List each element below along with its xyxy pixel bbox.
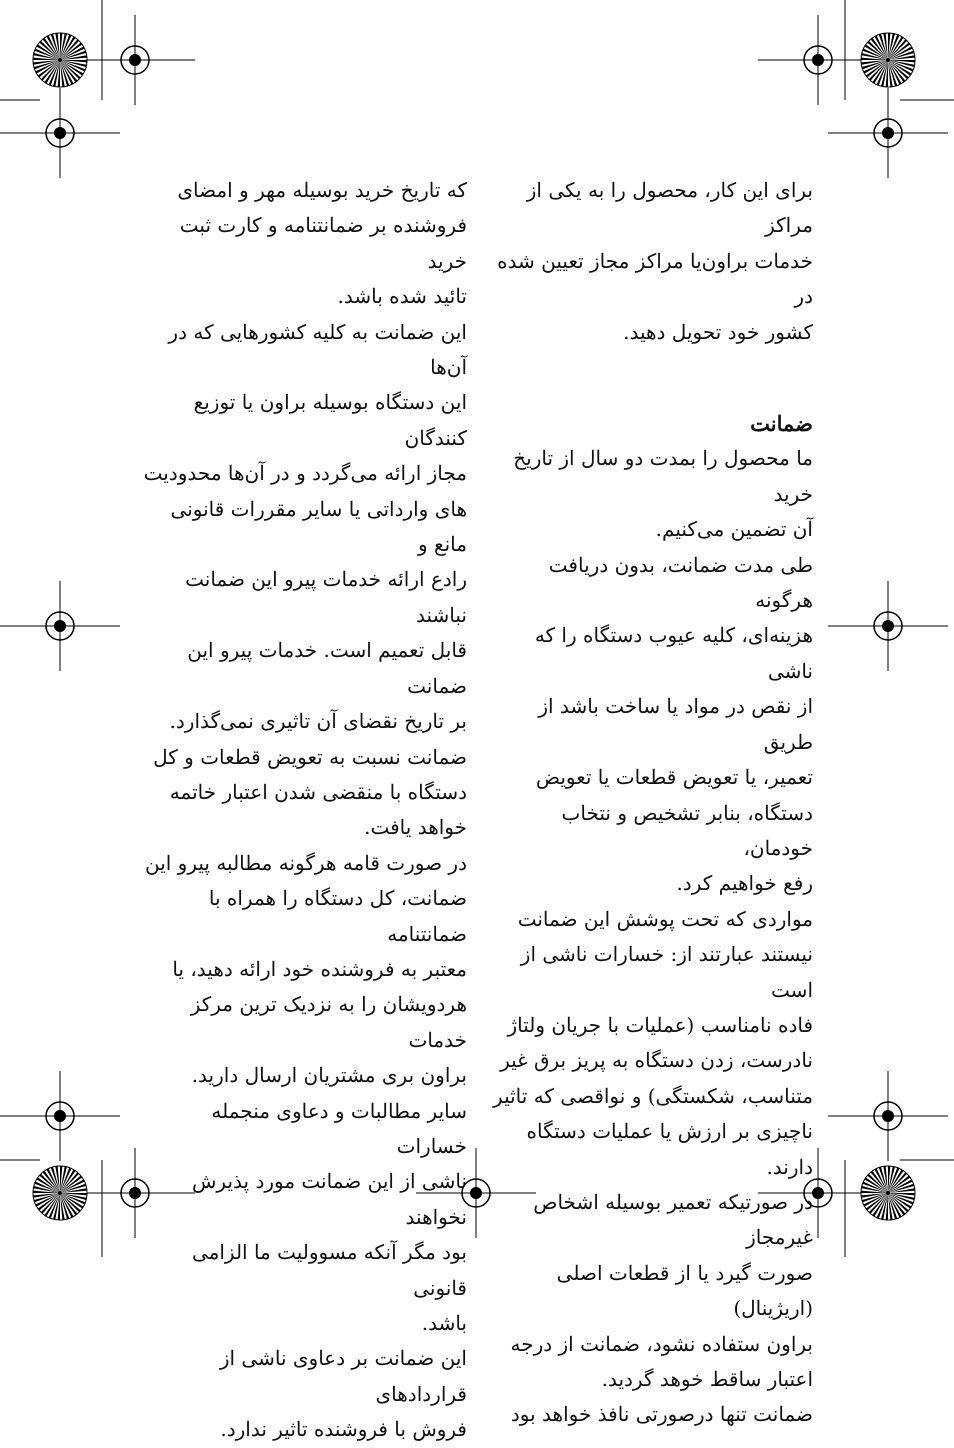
registration-target-icon <box>0 581 120 671</box>
registration-target-icon <box>0 88 120 178</box>
warranty-paragraph: ضمانت تنها درصورتی نافذ خواهد بود <box>510 1402 813 1427</box>
warranty-paragraph: مواردی که تحت پوشش این ضمانت نیستند عبارتند از: خسارات ناشی از است فاده نامناسب (عملیات با جریان ولتاژ نادرست، زدن دستگاه به پریز برق غیر متناسب، شکستگی) و نواقصی که تاثیر ناچیزی بر ارزش یا عملیات دستگاه دارند. <box>493 906 813 1179</box>
warranty-paragraph: طی مدت ضمانت، بدون دریافت هرگونه هزینه‌ای، کلیه عیوب دستگاه را که ناشی از نقص در مواد یا ساخت باشد از طریق تعمیر، یا تعویض قطعات یا تعویض دستگاه، بنابر تشخیص و نتخاب خودمان، رفع خواهیم کرد. <box>534 552 813 896</box>
starburst-icon <box>861 1166 915 1220</box>
warranty-paragraph: سایر مطالبات و دعاوی منجمله خسارات ناشی از این ضمانت مورد پذیرش نخواهند بود مگر آنکه مسوولیت ما الزامی قانونی باشد. <box>191 1098 467 1335</box>
intro-paragraph: برای این کار، محصول را به یکی از مراکز خدمات براون‌یا مراکز مجاز تعیین شده در کشور خود تحویل دهید. <box>497 178 813 344</box>
starburst-icon <box>33 1166 87 1220</box>
warranty-paragraph: ما محصول را بمدت دو سال از تاریخ خرید آن تضمین می‌کنیم. <box>513 446 813 542</box>
starburst-icon <box>33 33 87 87</box>
warranty-paragraph: در صورت قامه هرگونه مطالبه پیرو این ضمانت، کل دستگاه را همراه با ضمانتنامه معتبر به فروشنده خود ارائه دهید، یا هردویشان را به نزدیک ترین مرکز خدمات براون بری مشتریان ارسال دارید. <box>144 850 467 1088</box>
left-text-column <box>137 173 467 1448</box>
registration-target-icon <box>0 1071 120 1161</box>
registration-target-icon <box>828 88 948 178</box>
registration-target-icon <box>828 581 948 671</box>
warranty-paragraph: ضمانت نسبت به تعویض قطعات و کل دستگاه با منقضی شدن اعتبار خاتمه خواهد یافت. <box>153 744 467 840</box>
registration-target-icon <box>828 1071 948 1161</box>
registration-target-icon <box>758 15 878 105</box>
warranty-paragraph: این ضمانت بر دعاوی ناشی از قراردادهای فروش با فروشنده تاثیر ندارد. <box>219 1346 467 1442</box>
warranty-paragraph: در صورتیکه تعمیر بوسیله اشخاص غیرمجاز صورت گیرد یا از قطعات اصلی (اریژینال) براون ستفاده نشود، ضمانت از درجه اعتبار ساقط خوهد گردید. <box>510 1189 813 1391</box>
right-text-column <box>488 173 813 1433</box>
starburst-icon <box>861 33 915 87</box>
warranty-paragraph: که تاریخ خرید بوسیله مهر و امضای فروشنده بر ضمانتنامه و کارت ثبت خرید تائید شده باشد. <box>177 178 467 309</box>
warranty-paragraph: این ضمانت به کلیه کشورهایی که در آن‌ها این دستگاه بوسیله براون یا توزیع کنندگان مجاز ارائه می‌گردد و در آن‌ها محدودیت های وارداتی یا سایر مقررات قانونی مانع و رادع ارائه خدمات پیرو این ضمانت نباشند قابل تعمیم است. خدمات پیرو این ضمانت بر تاریخ نقضای آن تاثیری نمی‌گذارد. <box>143 319 467 734</box>
registration-target-icon <box>75 15 195 105</box>
warranty-heading: ضمانت <box>750 411 813 437</box>
